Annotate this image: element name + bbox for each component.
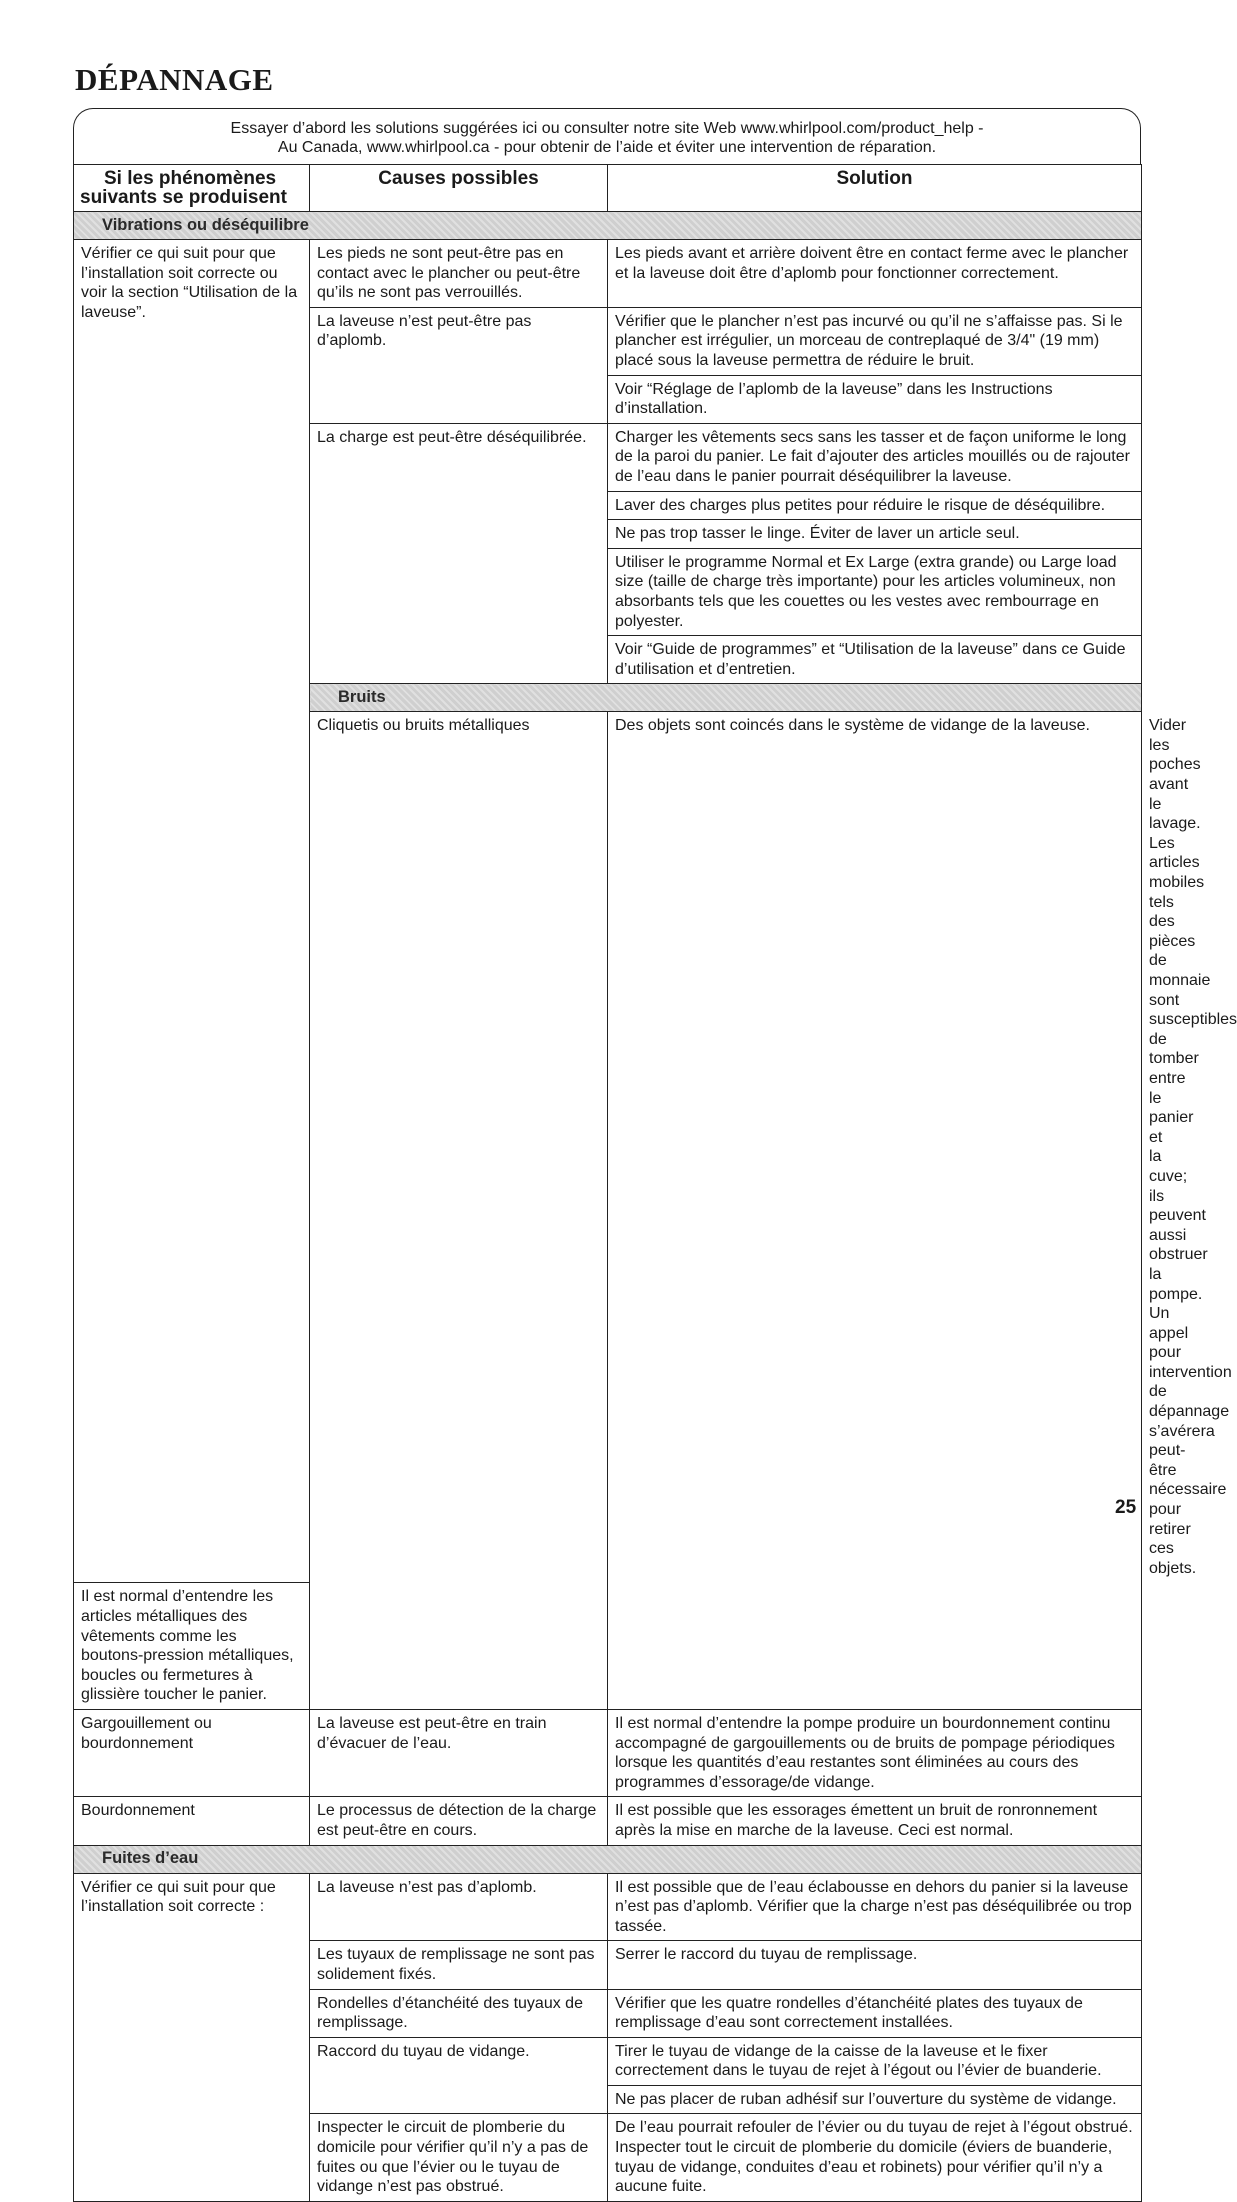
solution-cell: Charger les vêtements secs sans les tasser et de façon uniforme le long de la paroi du panier. Le fait d’ajouter des articles mouillés ou de rajouter de l’eau dans le panier pourrait déséquilibrer la laveuse.: [608, 423, 1142, 491]
solution-cell: Il est possible que les essorages émettent un bruit de ronronnement après la mise en marche de la laveuse. Ceci est normal.: [608, 1797, 1142, 1845]
solution-cell: Serrer le raccord du tuyau de remplissage.: [608, 1941, 1142, 1989]
symptom-cell: Bourdonnement: [74, 1797, 310, 1845]
solution-cell: De l’eau pourrait refouler de l’évier ou du tuyau de rejet à l’égout obstrué. Inspecter tout le circuit de plomberie du domicile (éviers de buanderie, tuyau de vidange, conduites d’eau et robinets) pour vérifier qu’il n’y a aucune fuite.: [608, 2114, 1142, 2201]
cause-cell: La charge est peut-être déséquilibrée.: [310, 423, 608, 684]
symptom-cell: Vérifier ce qui suit pour que l’installation soit correcte ou voir la section “Utilisation de la laveuse”.: [74, 240, 310, 1583]
table-row: [74, 240, 1142, 308]
header-solution: Solution: [608, 165, 1142, 212]
header-causes: Causes possibles: [310, 165, 608, 212]
page-title: DÉPANNAGE: [75, 62, 274, 97]
table-row: [74, 1797, 1142, 1845]
header-symptoms-line2: suivants se produisent: [80, 187, 287, 208]
intro-line-1: Essayer d’abord les solutions suggérées ici ou consulter notre site Web www.whirlpool.com/product_help -: [230, 120, 984, 137]
solution-cell: Il est normal d’entendre la pompe produire un bourdonnement continu accompagné de gargouillements ou de bruits de pompage périodiques lorsque les quantités d’eau restantes sont éliminées au cours des programmes d’essorage/de vidange.: [608, 1709, 1142, 1796]
cause-cell: Les tuyaux de remplissage ne sont pas solidement fixés.: [310, 1941, 608, 1989]
cause-cell: Raccord du tuyau de vidange.: [310, 2037, 608, 2114]
page-number: 25: [1115, 1497, 1137, 1518]
solution-cell: Ne pas trop tasser le linge. Éviter de laver un article seul.: [608, 520, 1142, 549]
solution-cell: Les pieds avant et arrière doivent être en contact ferme avec le plancher et la laveuse doit être d’aplomb pour fonctionner correctement.: [608, 240, 1142, 308]
troubleshooting-table: [73, 164, 1237, 2202]
intro-line-2: Au Canada, www.whirlpool.ca - pour obtenir de l’aide et éviter une intervention de réparation.: [277, 139, 937, 156]
section-row-fuites: [74, 1845, 1142, 1873]
solution-cell: Voir “Réglage de l’aplomb de la laveuse” dans les Instructions d’installation.: [608, 375, 1142, 423]
cause-cell: La laveuse n’est peut-être pas d’aplomb.: [310, 307, 608, 423]
section-row-vibrations: [74, 212, 1142, 240]
cause-cell: Les pieds ne sont peut-être pas en contact avec le plancher ou peut-être qu’ils ne sont pas verrouillés.: [310, 240, 608, 308]
symptom-cell: Cliquetis ou bruits métalliques: [310, 712, 608, 1710]
cause-cell: La laveuse est peut-être en train d’évacuer de l’eau.: [310, 1709, 608, 1796]
header-symptoms-line1: Si les phénomènes: [104, 168, 277, 189]
cause-cell: Rondelles d’étanchéité des tuyaux de remplissage.: [310, 1989, 608, 2037]
solution-cell: Voir “Guide de programmes” et “Utilisation de la laveuse” dans ce Guide d’utilisation et d’entretien.: [608, 636, 1142, 684]
section-label-vibrations: Vibrations ou déséquilibre: [74, 212, 1142, 240]
solution-cell: Utiliser le programme Normal et Ex Large (extra grande) ou Large load size (taille de charge très importante) pour les articles volumineux, non absorbants tels que les couettes ou les vestes avec rembourrage en polyester.: [608, 548, 1142, 635]
solution-cell: Tirer le tuyau de vidange de la caisse de la laveuse et le fixer correctement dans le tuyau de rejet à l’égout ou l’évier de buanderie.: [608, 2037, 1142, 2085]
solution-cell: Laver des charges plus petites pour réduire le risque de déséquilibre.: [608, 491, 1142, 520]
solution-cell: Il est possible que de l’eau éclabousse en dehors du panier si la laveuse n’est pas d’aplomb. Vérifier que la charge n’est pas déséquilibrée ou trop tassée.: [608, 1873, 1142, 1941]
symptom-cell: Vérifier ce qui suit pour que l’installation soit correcte :: [74, 1873, 310, 2201]
table-row: Cliquetis ou bruits métalliques Des objets sont coincés dans le système de vidange de la laveuse. Vider les poches avant le lavage. Les articles mobiles tels des pièces de monnaie sont susceptibles de tomber entre le panier et la cuve; ils peuvent aussi obstruer la pompe. Un appel pour intervention de dépannage s’avérera peut-être nécessaire pour retirer ces objets.: [74, 712, 1142, 1583]
cause-cell: Le processus de détection de la charge est peut-être en cours.: [310, 1797, 608, 1845]
table-header-row: [74, 165, 1142, 212]
solution-cell: Ne pas placer de ruban adhésif sur l’ouverture du système de vidange.: [608, 2085, 1142, 2114]
symptom-cell: Gargouillement ou bourdonnement: [74, 1709, 310, 1796]
header-symptoms: [74, 165, 310, 212]
solution-cell: Vérifier que les quatre rondelles d’étanchéité plates des tuyaux de remplissage d’eau sont correctement installées.: [608, 1989, 1142, 2037]
table-row: [74, 1709, 1142, 1796]
section-label-fuites: Fuites d’eau: [74, 1845, 1142, 1873]
cause-cell: Des objets sont coincés dans le système de vidange de la laveuse.: [608, 712, 1142, 1710]
solution-cell: Vérifier que le plancher n’est pas incurvé ou qu’il ne s’affaisse pas. Si le plancher est irrégulier, un morceau de contreplaqué de 3/4" (19 mm) placé sous la laveuse permettra de réduire le bruit.: [608, 307, 1142, 375]
section-label-bruits: Bruits: [310, 684, 1142, 712]
solution-cell: Il est normal d’entendre les articles métalliques des vêtements comme les boutons-pression métalliques, boucles ou fermetures à glissière toucher le panier.: [74, 1583, 310, 1710]
cause-cell: La laveuse n’est pas d’aplomb.: [310, 1873, 608, 1941]
table-row: [74, 1873, 1142, 1941]
cause-cell: Inspecter le circuit de plomberie du domicile pour vérifier qu’il n’y a pas de fuites ou que l’évier ou le tuyau de vidange n’est pas obstrué.: [310, 2114, 608, 2201]
